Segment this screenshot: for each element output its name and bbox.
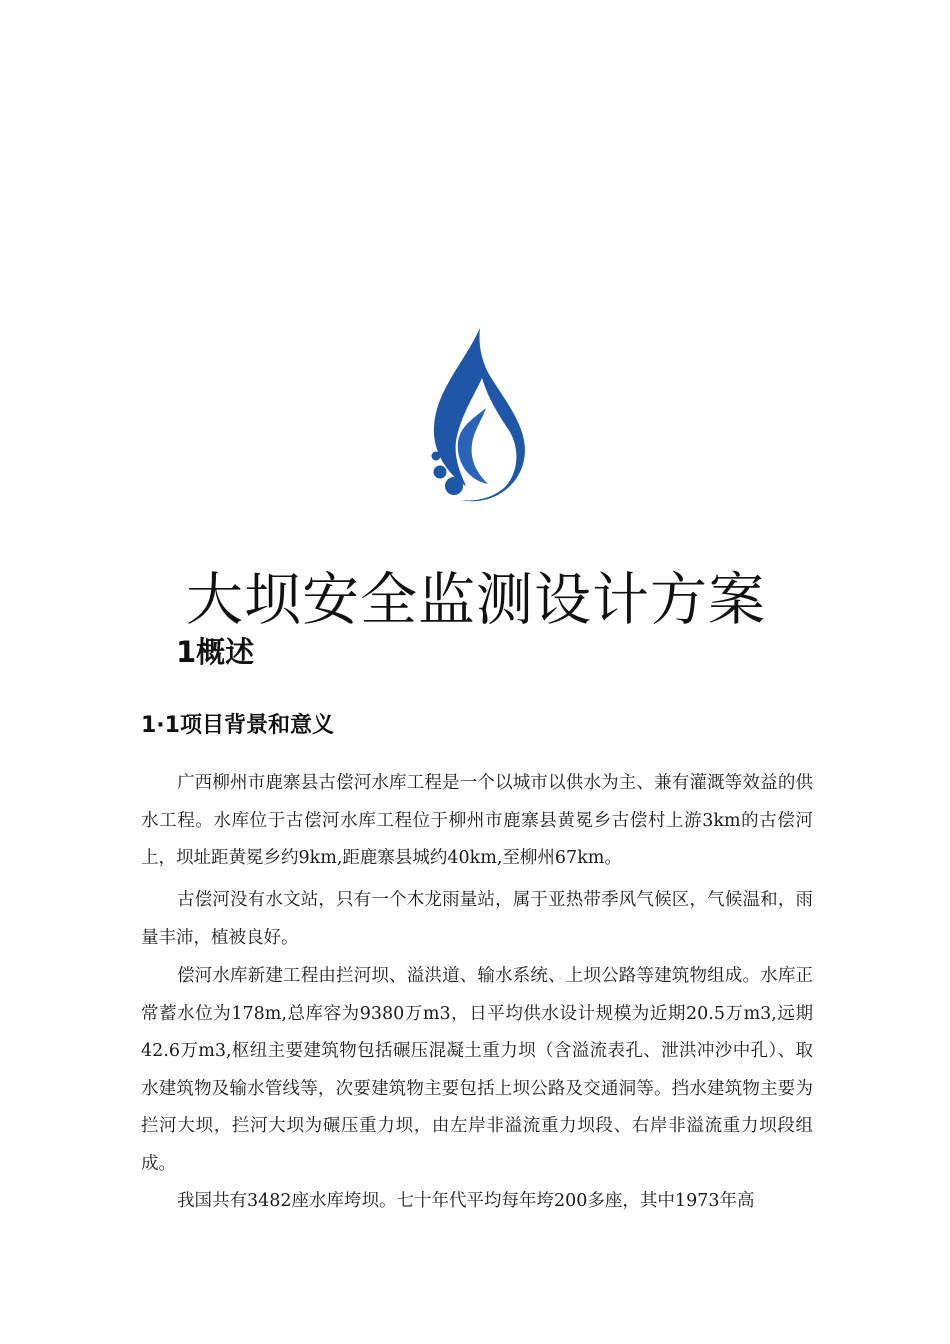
logo-swirl-shape (458, 408, 488, 484)
section-heading-1: 1概述 (176, 635, 255, 669)
logo-bubble-large (445, 477, 463, 495)
document-title: 大坝安全监测设计方案 (186, 567, 766, 633)
paragraph-structures: 偿河水库新建工程由拦河坝、溢洪道、输水系统、上坝公路等建筑物组成。水库正常蓄水位为178m,总库容为9380万m3，日平均供水设计规模为近期20.5万m3,远期42.6万m3,枢纽主要建筑物包括碾压混凝土重力坝（含溢流表孔、泄洪冲沙中孔）、取水建筑物及输水管线等，次要建筑物主要包括上坝公路及交通洞等。挡水建筑物主要为拦河大坝，拦河大坝为碾压重力坝，由左岸非溢流重力坝段、右岸非溢流重力坝段组成。 (141, 966, 813, 1174)
paragraph-climate: 古偿河没有水文站，只有一个木龙雨量站，属于亚热带季风气候区，气候温和，雨量丰沛，植被良好。 (141, 890, 813, 948)
section-heading-1-1: 1·1项目背景和意义 (141, 713, 334, 738)
paragraph-project-overview: 广西柳州市鹿寨县古偿河水库工程是一个以城市以供水为主、兼有灌溉等效益的供水工程。水库位于古偿河水库工程位于柳州市鹿寨县黄冕乡古偿村上游3km的古偿河上，坝址距黄冕乡约9km,距鹿寨县城约40km,至柳州67km。 (141, 773, 813, 868)
logo-bubble-small (432, 452, 441, 461)
paragraph-dam-failures: 我国共有3482座水库垮坝。七十年代平均每年垮200多座，其中1973年高 (177, 1191, 755, 1211)
water-drop-logo-icon (418, 322, 530, 508)
logo-bubble-medium (434, 466, 447, 479)
